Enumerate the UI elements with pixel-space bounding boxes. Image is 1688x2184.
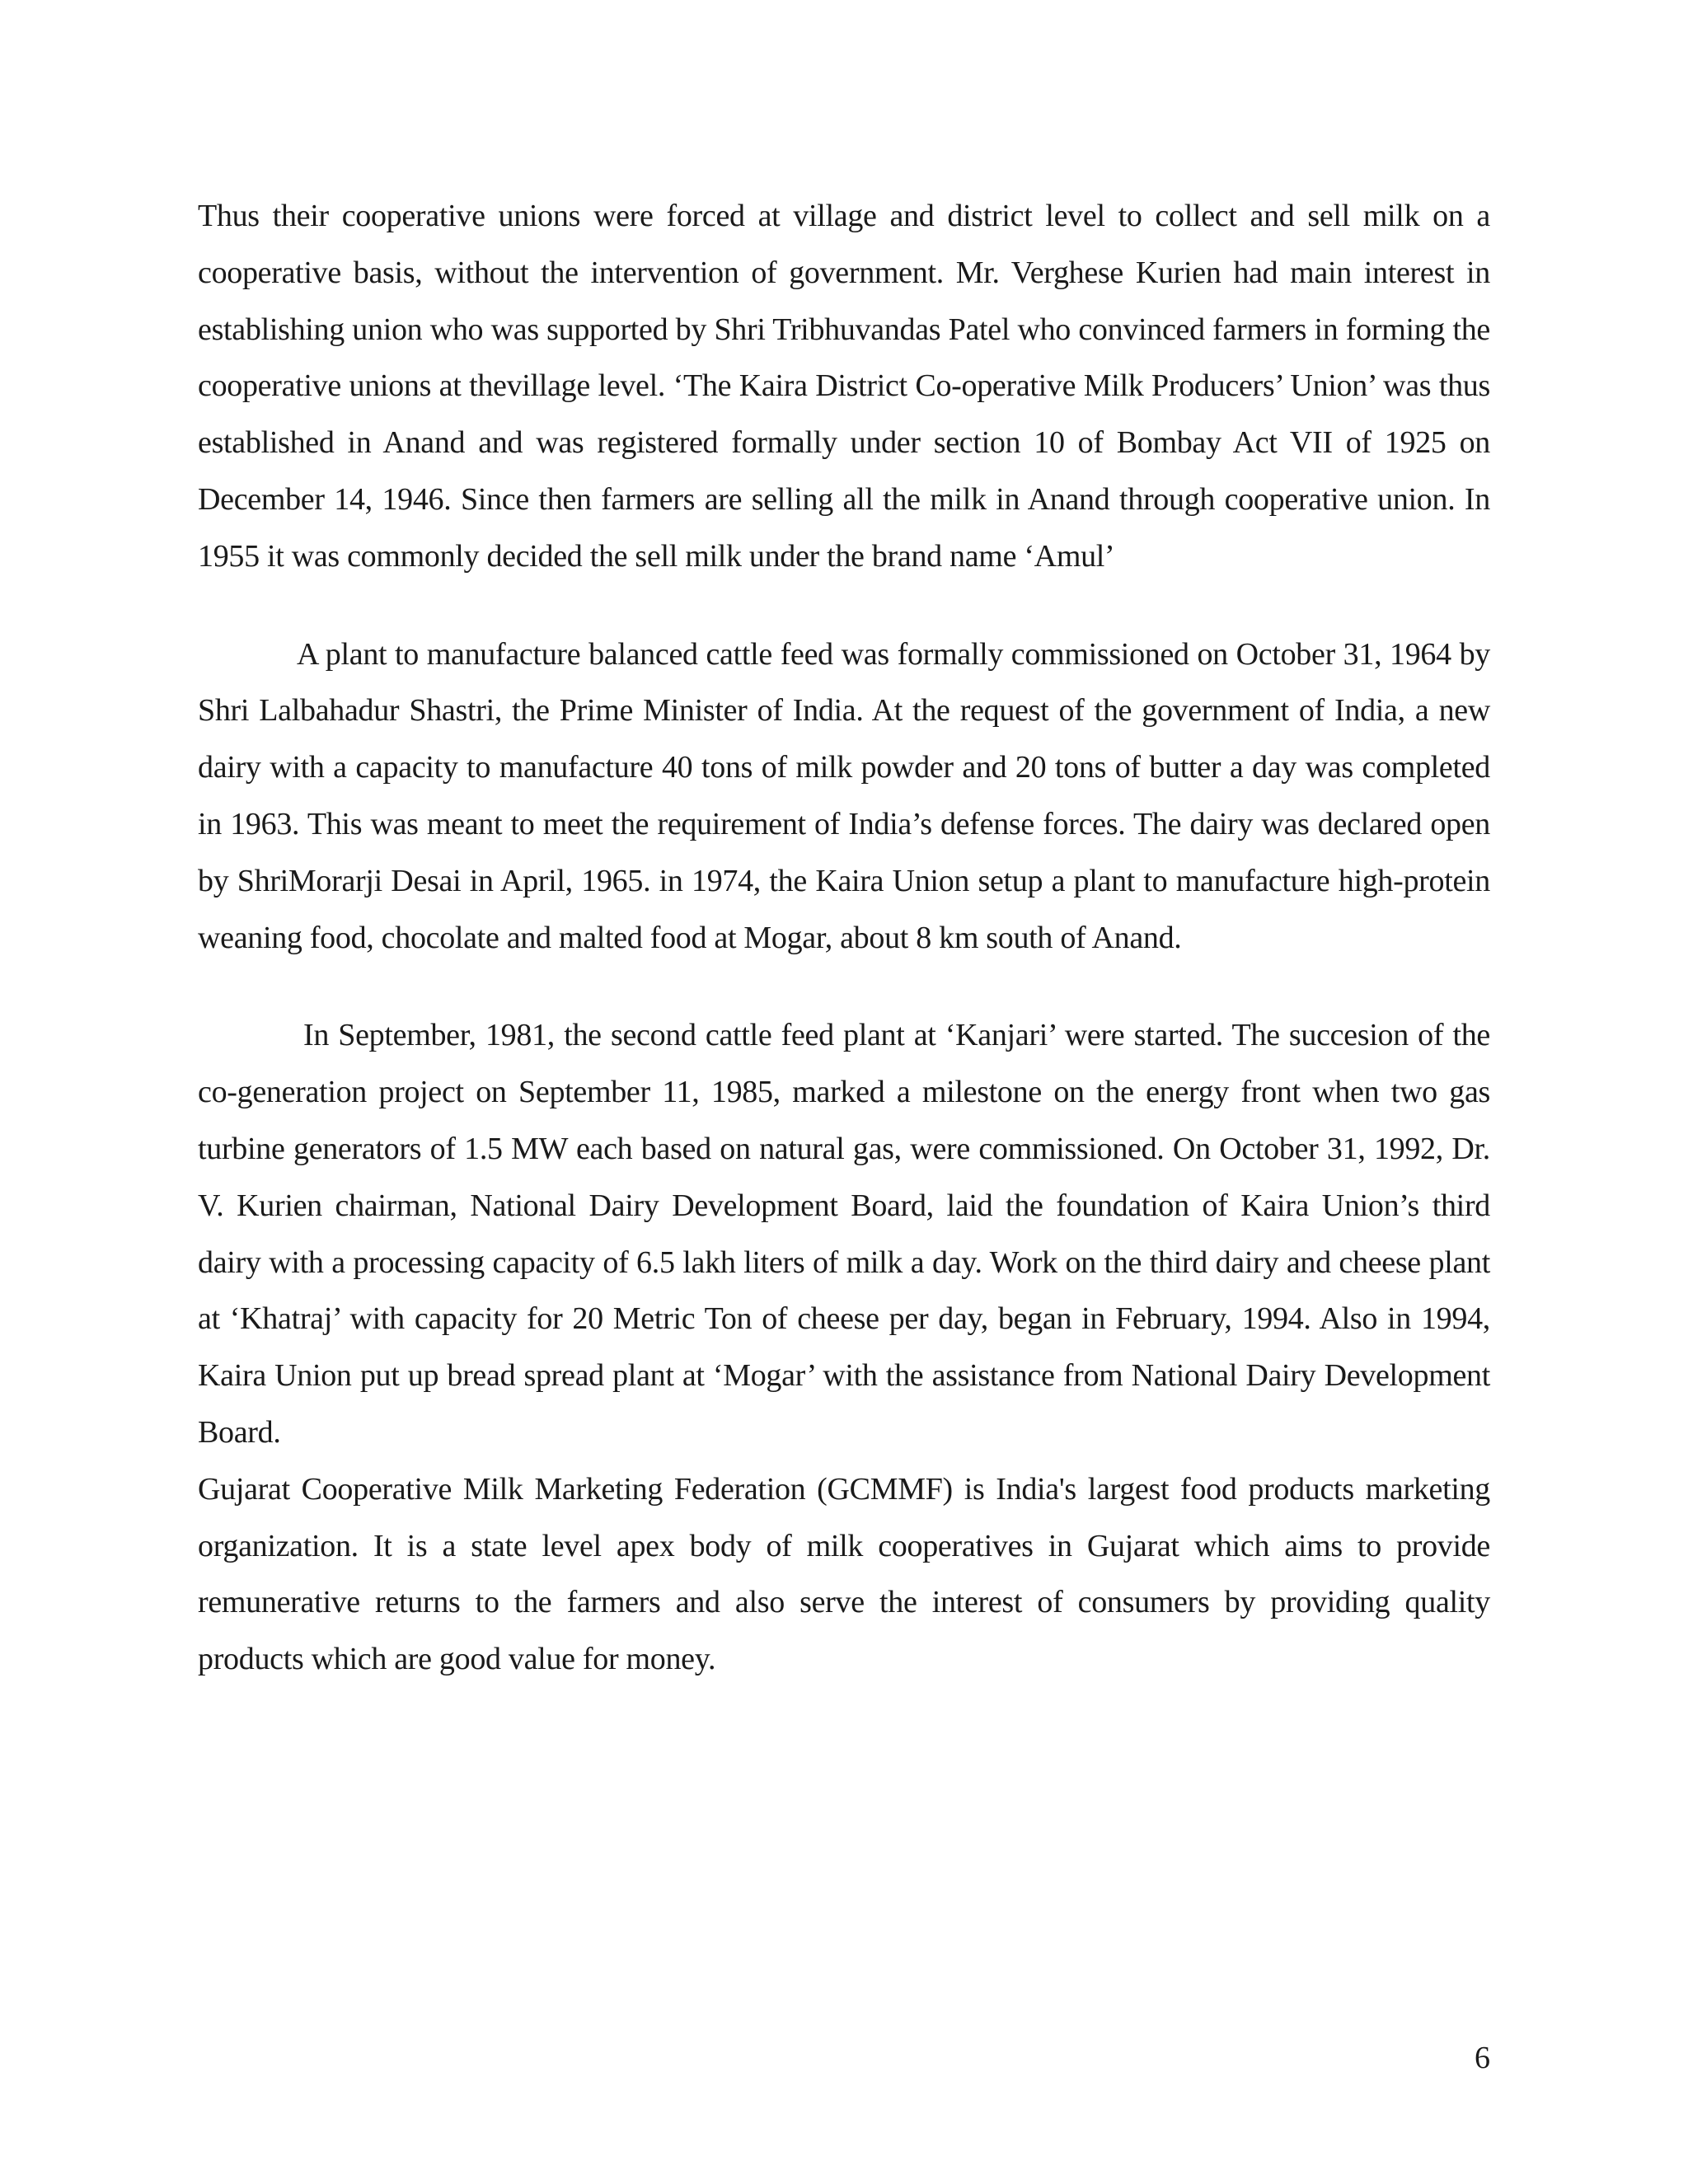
paragraph-kaira-union-history: Thus their cooperative unions were forced at village and district level to collect and sell milk on a cooperative basis, without the intervention of government. Mr. Verghese Kurien had main interest in establishing union who was supported by Shri Tribhuvandas Patel who convinced farmers in forming the cooperative unions at thevillage level. ‘The Kaira District Co-operative Milk Producers’ Union’ was thus established in Anand and was registered formally under section 10 of Bombay Act VII of 1925 on December 14, 1946. Since then farmers are selling all the milk in Anand through cooperative union. In 1955 it was commonly decided the sell milk under the brand name ‘Amul’ xyxy=(198,199,1490,574)
paragraph-cattle-feed-plant: A plant to manufacture balanced cattle feed was formally commissioned on October 31, 1964 by Shri Lalbahadur Shastri, the Prime Minister of India. At the request of the government of India, a new dairy with a capacity to manufacture 40 tons of milk powder and 20 tons of butter a day was completed in 1963. This was meant to meet the requirement of India’s defense forces. The dairy was declared open by ShriMorarji Desai in April, 1965. in 1974, the Kaira Union setup a plant to manufacture high-protein weaning food, chocolate and malted food at Mogar, about 8 km south of Anand. xyxy=(198,636,1490,955)
paragraph-kanjari-khatraj-plants: In September, 1981, the second cattle feed plant at ‘Kanjari’ were started. The succesion of the co-generation project on September 11, 1985, marked a milestone on the energy front when two gas turbine generators of 1.5 MW each based on natural gas, were commissioned. On October 31, 1992, Dr. V. Kurien chairman, National Dairy Development Board, laid the foundation of Kaira Union’s third dairy with a processing capacity of 6.5 lakh liters of milk a day. Work on the third dairy and cheese plant at ‘Khatraj’ with capacity for 20 Metric Ton of cheese per day, began in February, 1994. Also in 1994, Kaira Union put up bread spread plant at ‘Mogar’ with the assistance from National Dairy Development Board. xyxy=(198,1018,1490,1450)
page-number: 6 xyxy=(1475,2041,1490,2075)
document-body xyxy=(198,188,1490,1688)
paragraph-gcmmf: Gujarat Cooperative Milk Marketing Federation (GCMMF) is India's largest food products marketing organization. It is a state level apex body of milk cooperatives in Gujarat which aims to provide remunerative returns to the farmers and also serve the interest of consumers by providing quality products which are good value for money. xyxy=(198,1471,1490,1677)
